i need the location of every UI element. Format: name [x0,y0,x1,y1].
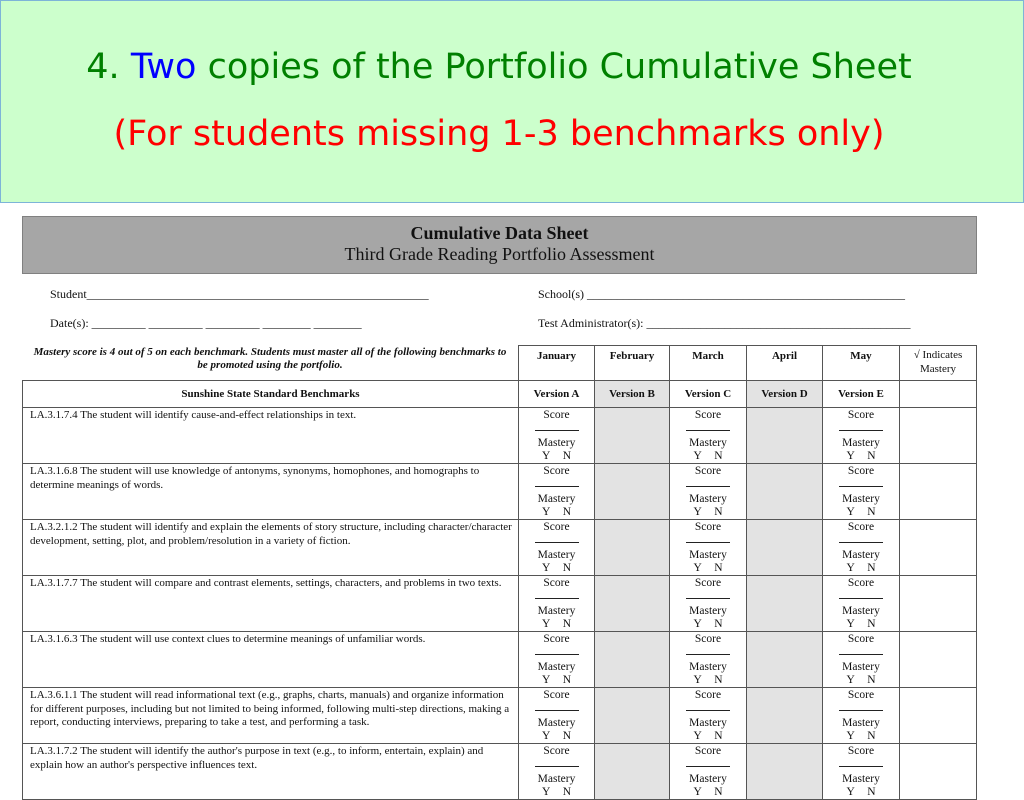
shaded-cell [747,520,823,576]
benchmark-text: LA.3.1.6.8 The student will use knowledge of antonyms, synonyms, homophones, and homographs to determine meanings of words. [23,464,519,520]
yes-no-options[interactable]: Y N [846,618,876,630]
score-line [535,422,579,431]
score-line [686,534,730,543]
yes-no-options[interactable]: Y N [693,674,723,686]
version-header: Version E [823,381,900,408]
score-cell[interactable] [519,744,595,800]
score-label: Score [694,633,722,645]
shaded-cell [595,632,670,688]
benchmark-row [23,520,977,576]
slide-subtitle: (For students missing 1-3 benchmarks only) [113,114,885,154]
score-line [839,702,883,711]
mastery-check-cell[interactable] [900,688,977,744]
benchmark-text: LA.3.1.6.3 The student will use context clues to determine meanings of unfamiliar words. [23,632,519,688]
score-line [686,590,730,599]
mastery-label: Mastery [537,773,576,785]
score-cell[interactable] [823,576,900,632]
benchmark-row [23,408,977,464]
score-line [535,590,579,599]
mastery-check-header: √ Indicates Mastery [900,346,977,381]
score-line [535,534,579,543]
score-cell[interactable] [670,464,747,520]
benchmark-table [22,345,977,800]
title-number: 4. [86,47,120,87]
mastery-label: Mastery [842,493,880,505]
version-header: Version C [670,381,747,408]
month-header: April [747,346,823,381]
shaded-cell [595,408,670,464]
score-cell[interactable] [823,464,900,520]
yes-no-options[interactable]: Y N [541,506,572,518]
shaded-cell [595,520,670,576]
score-cell[interactable] [519,688,595,744]
benchmark-text: LA.3.1.7.4 The student will identify cause-and-effect relationships in text. [23,408,519,464]
score-label: Score [847,577,875,589]
version-header: Version D [747,381,823,408]
score-line [535,702,579,711]
score-cell[interactable] [823,688,900,744]
mastery-label: Mastery [842,661,880,673]
yes-no-options[interactable]: Y N [541,730,572,742]
school-field: School(s) _____________________________________________________ [538,287,905,301]
score-label: Score [847,633,875,645]
mastery-label: Mastery [842,605,880,617]
shaded-cell [595,464,670,520]
yes-no-options[interactable]: Y N [846,450,876,462]
score-line [686,646,730,655]
score-line [839,422,883,431]
dates-field: Date(s): _________ _________ _________ ________ ________ [50,316,362,330]
yes-no-options[interactable]: Y N [846,674,876,686]
yes-no-options[interactable]: Y N [541,450,572,462]
version-header: Version A [519,381,595,408]
score-label: Score [543,689,570,701]
slide-title [1,47,997,87]
score-label: Score [694,577,722,589]
mastery-check-cell[interactable] [900,464,977,520]
score-label: Score [543,633,570,645]
shaded-cell [595,744,670,800]
benchmark-text: LA.3.1.7.2 The student will identify the author's purpose in text (e.g., to inform, entertain, explain) and explain how an author's perspective influences text. [23,744,519,800]
score-label: Score [543,521,570,533]
benchmark-row [23,576,977,632]
benchmark-text: LA.3.1.7.7 The student will compare and contrast elements, settings, characters, and problems in two texts. [23,576,519,632]
month-header: February [595,346,670,381]
score-line [686,422,730,431]
score-cell[interactable] [823,408,900,464]
mastery-label: Mastery [689,493,727,505]
score-cell[interactable] [519,520,595,576]
score-line [686,478,730,487]
yes-no-options[interactable]: Y N [846,730,876,742]
score-label: Score [847,745,875,757]
yes-no-options[interactable]: Y N [693,730,723,742]
student-field: Student_________________________________________________________ [50,287,429,301]
month-header: May [823,346,900,381]
shaded-cell [747,744,823,800]
benchmark-text: LA.3.2.1.2 The student will identify and explain the elements of story structure, including character/character development, setting, plot, and problem/resolution in a variety of fiction. [23,520,519,576]
benchmark-row [23,688,977,744]
score-label: Score [694,521,722,533]
score-cell[interactable] [670,520,747,576]
sheet-subtitle: Third Grade Reading Portfolio Assessment [344,244,655,264]
yes-no-options[interactable]: Y N [846,562,876,574]
score-cell[interactable] [519,464,595,520]
note-spacer [23,346,519,381]
benchmark-row [23,744,977,800]
yes-no-options[interactable]: Y N [541,674,572,686]
score-line [686,702,730,711]
benchmark-row [23,632,977,688]
administrator-field: Test Administrator(s): ____________________________________________ [538,316,911,330]
mastery-note: Mastery score is 4 out of 5 on each benchmark. Students must master all of the following benchmarks to be promoted using the portfolio. [33,346,507,371]
mastery-label: Mastery [842,437,880,449]
score-label: Score [847,689,875,701]
score-line [839,478,883,487]
yes-no-options[interactable]: Y N [541,562,572,574]
mastery-check-cell[interactable] [900,744,977,800]
mastery-label: Mastery [537,437,576,449]
score-cell[interactable] [823,744,900,800]
mastery-label: Mastery [537,661,576,673]
version-header: Version B [595,381,670,408]
mastery-label: Mastery [537,549,576,561]
mastery-label: Mastery [689,605,727,617]
benchmark-row [23,464,977,520]
shaded-cell [747,632,823,688]
mastery-label: Mastery [537,493,576,505]
mastery-label: Mastery [689,717,727,729]
check-column-blank [900,381,977,408]
score-line [839,758,883,767]
shaded-cell [595,576,670,632]
cumulative-data-sheet [0,203,1024,798]
yes-no-options[interactable]: Y N [693,506,723,518]
mastery-label: Mastery [537,605,576,617]
shaded-cell [747,464,823,520]
score-cell[interactable] [823,632,900,688]
score-cell[interactable] [823,520,900,576]
score-line [839,646,883,655]
mastery-label: Mastery [842,549,880,561]
mastery-check-cell[interactable] [900,632,977,688]
month-header: March [670,346,747,381]
score-line [839,534,883,543]
shaded-cell [747,576,823,632]
shaded-cell [595,688,670,744]
score-cell[interactable] [670,408,747,464]
mastery-label: Mastery [537,717,576,729]
mastery-label: Mastery [689,773,727,785]
sheet-title: Cumulative Data Sheet [410,223,589,243]
score-cell[interactable] [519,408,595,464]
yes-no-options[interactable]: Y N [693,562,723,574]
shaded-cell [747,408,823,464]
score-label: Score [694,689,722,701]
score-label: Score [694,409,722,421]
score-line [839,590,883,599]
score-label: Score [543,409,570,421]
mastery-label: Mastery [842,773,880,785]
score-label: Score [543,577,570,589]
yes-no-options[interactable]: Y N [846,506,876,518]
score-cell[interactable] [670,632,747,688]
score-label: Score [694,745,722,757]
mastery-label: Mastery [842,717,880,729]
benchmark-column-header: Sunshine State Standard Benchmarks [23,381,519,408]
score-label: Score [543,745,570,757]
benchmark-text: LA.3.6.1.1 The student will read informational text (e.g., graphs, charts, manuals) and organize information for different purposes, including but not limited to being informed, following multi-step directions, making a report, conducting interviews, preparing to take a test, and performing a task. [23,688,519,744]
sheet-header [22,216,977,274]
score-cell[interactable] [670,576,747,632]
title-highlight: Two [130,47,197,87]
score-label: Score [847,465,875,477]
yes-no-options[interactable]: Y N [541,786,572,798]
mastery-check-cell[interactable] [900,520,977,576]
score-cell[interactable] [519,576,595,632]
mastery-label: Mastery [689,549,727,561]
yes-no-options[interactable]: Y N [846,786,876,798]
mastery-check-cell[interactable] [900,576,977,632]
score-line [535,478,579,487]
title-banner [0,0,1024,203]
score-cell[interactable] [670,688,747,744]
score-label: Score [543,465,570,477]
score-line [535,758,579,767]
mastery-label: Mastery [689,661,727,673]
yes-no-options[interactable]: Y N [693,450,723,462]
shaded-cell [747,688,823,744]
score-line [686,758,730,767]
score-line [535,646,579,655]
title-rest: copies of the Portfolio Cumulative Sheet [207,47,912,87]
mastery-check-cell[interactable] [900,408,977,464]
mastery-label: Mastery [689,437,727,449]
yes-no-options[interactable]: Y N [541,618,572,630]
yes-no-options[interactable]: Y N [693,786,723,798]
score-cell[interactable] [519,632,595,688]
yes-no-options[interactable]: Y N [693,618,723,630]
month-header: January [519,346,595,381]
score-cell[interactable] [670,744,747,800]
score-label: Score [847,409,875,421]
score-label: Score [694,465,722,477]
score-label: Score [847,521,875,533]
